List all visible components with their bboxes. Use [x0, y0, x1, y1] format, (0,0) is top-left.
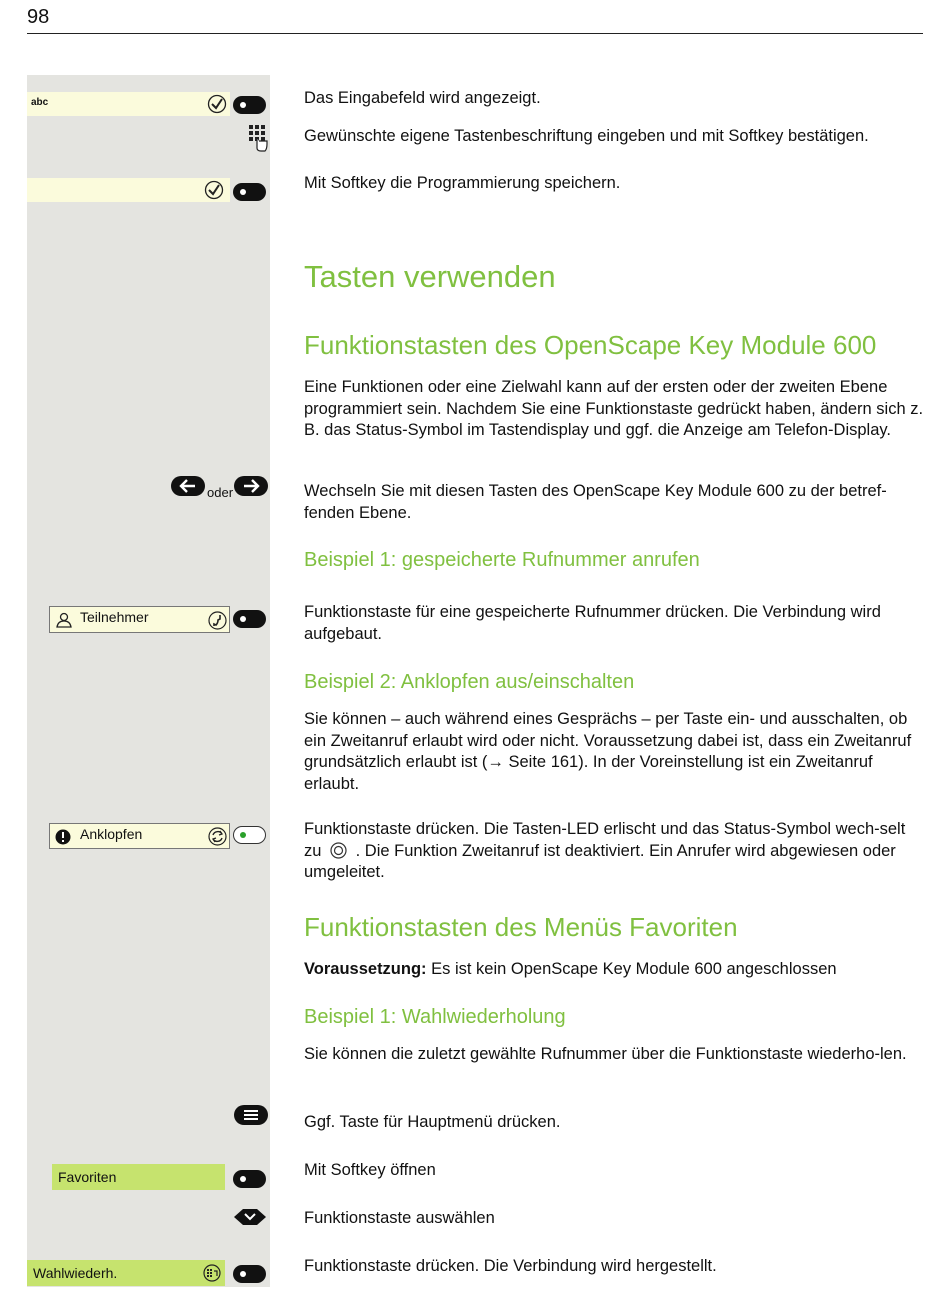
paragraph: Eine Funktionen oder eine Zielwahl kann auf der ersten oder der zweiten Ebene programmiert sein. Nachdem Sie eine Funktionstaste gedrückt haben, ändern sich z. B. das Status-Symbol im Tastendisplay und ggf. die Anzeige am Telefon-Display.	[304, 378, 924, 439]
function-key-teilnehmer[interactable]	[49, 606, 230, 633]
wahlwiederh-label: Wahlwiederh.	[33, 1265, 118, 1281]
heading-beispiel-2: Beispiel 2: Anklopfen aus/einschalten	[304, 671, 635, 693]
paragraph-part: Funktionstaste drücken. Die Tasten-LED erlischt und das Status-Symbol wech-selt zu	[304, 820, 906, 860]
softkey-led-icon[interactable]	[233, 826, 266, 844]
paragraph: Ggf. Taste für Hauptmenü drücken.	[304, 1113, 561, 1131]
menu-item-wahlwiederh[interactable]	[27, 1260, 225, 1286]
menu-item-favoriten[interactable]: Favoriten	[52, 1164, 225, 1190]
input-field-save[interactable]	[27, 178, 230, 202]
keypad-icon	[247, 124, 269, 152]
input-field-abc[interactable]	[27, 92, 230, 116]
abc-label: abc	[31, 97, 49, 108]
heading-funktionstasten-key-module: Funktionstasten des OpenScape Key Module 600	[304, 330, 877, 360]
check-circle-icon	[206, 94, 228, 114]
softkey-button[interactable]	[233, 610, 266, 628]
paragraph: Mit Softkey die Programmierung speichern.	[304, 174, 621, 192]
redial-icon	[203, 1264, 221, 1282]
oder-label: oder	[207, 485, 234, 500]
paragraph-voraussetzung	[304, 959, 924, 981]
heading-beispiel-1: Beispiel 1: gespeicherte Rufnummer anrufen	[304, 549, 700, 571]
softkey-button[interactable]	[233, 1265, 266, 1283]
heading-tasten-verwenden: Tasten verwenden	[304, 259, 556, 294]
arrow-right-icon[interactable]	[234, 476, 268, 496]
voraussetzung-label: Voraussetzung:	[304, 960, 427, 978]
info-icon	[55, 829, 71, 845]
check-circle-icon	[203, 180, 225, 200]
arrow-left-icon[interactable]	[171, 476, 205, 496]
paragraph: Funktionstaste auswählen	[304, 1209, 495, 1227]
status-circle-icon	[330, 842, 347, 859]
paragraph: Funktionstaste für eine gespeicherte Rufnummer drücken. Die Verbindung wird aufgebaut.	[304, 603, 881, 643]
key-label-anklopfen: Anklopfen	[80, 826, 143, 842]
header-rule	[27, 33, 923, 34]
paragraph-anklopfen	[304, 819, 924, 884]
refresh-icon	[208, 827, 227, 846]
nav-diamond-icon[interactable]	[233, 1208, 267, 1226]
paragraph: Gewünschte eigene Tastenbeschriftung eingeben und mit Softkey bestätigen.	[304, 127, 869, 145]
menu-icon[interactable]	[234, 1105, 268, 1125]
function-key-anklopfen[interactable]	[49, 823, 230, 849]
paragraph: Sie können die zuletzt gewählte Rufnummer über die Funktionstaste wiederho-len.	[304, 1045, 907, 1063]
voraussetzung-text: Es ist kein OpenScape Key Module 600 angeschlossen	[426, 960, 837, 978]
softkey-button[interactable]	[233, 1170, 266, 1188]
heading-funktionstasten-favoriten: Funktionstasten des Menüs Favoriten	[304, 912, 738, 942]
paragraph: Das Eingabefeld wird angezeigt.	[304, 89, 541, 107]
paragraph: Wechseln Sie mit diesen Tasten des OpenScape Key Module 600 zu der betref-fenden Ebene.	[304, 482, 887, 522]
softkey-button[interactable]	[233, 183, 266, 201]
paragraph-part: . Die Funktion Zweitanruf ist deaktiviert. Ein Anrufer wird abgewiesen oder umgeleitet.	[304, 841, 896, 881]
paragraph: Sie können – auch während eines Gesprächs – per Taste ein- und ausschalten, ob ein Zweitanruf erlaubt wird oder nicht. Voraussetzung dabei ist, dass ein Zweitanruf grundsätzlich erlaubt ist (→ Seite 161). In der Voreinstellung ist ein Zweitanruf erlaubt.	[304, 710, 912, 793]
heading-beispiel-wahlwiederholung: Beispiel 1: Wahlwiederholung	[304, 1006, 566, 1028]
person-icon	[56, 612, 72, 628]
page-number: 98	[27, 6, 50, 28]
paragraph: Mit Softkey öffnen	[304, 1161, 436, 1179]
paragraph: Funktionstaste drücken. Die Verbindung wird hergestellt.	[304, 1257, 717, 1275]
key-label-teilnehmer: Teilnehmer	[80, 609, 149, 625]
phone-icon	[208, 611, 227, 630]
softkey-button[interactable]	[233, 96, 266, 114]
